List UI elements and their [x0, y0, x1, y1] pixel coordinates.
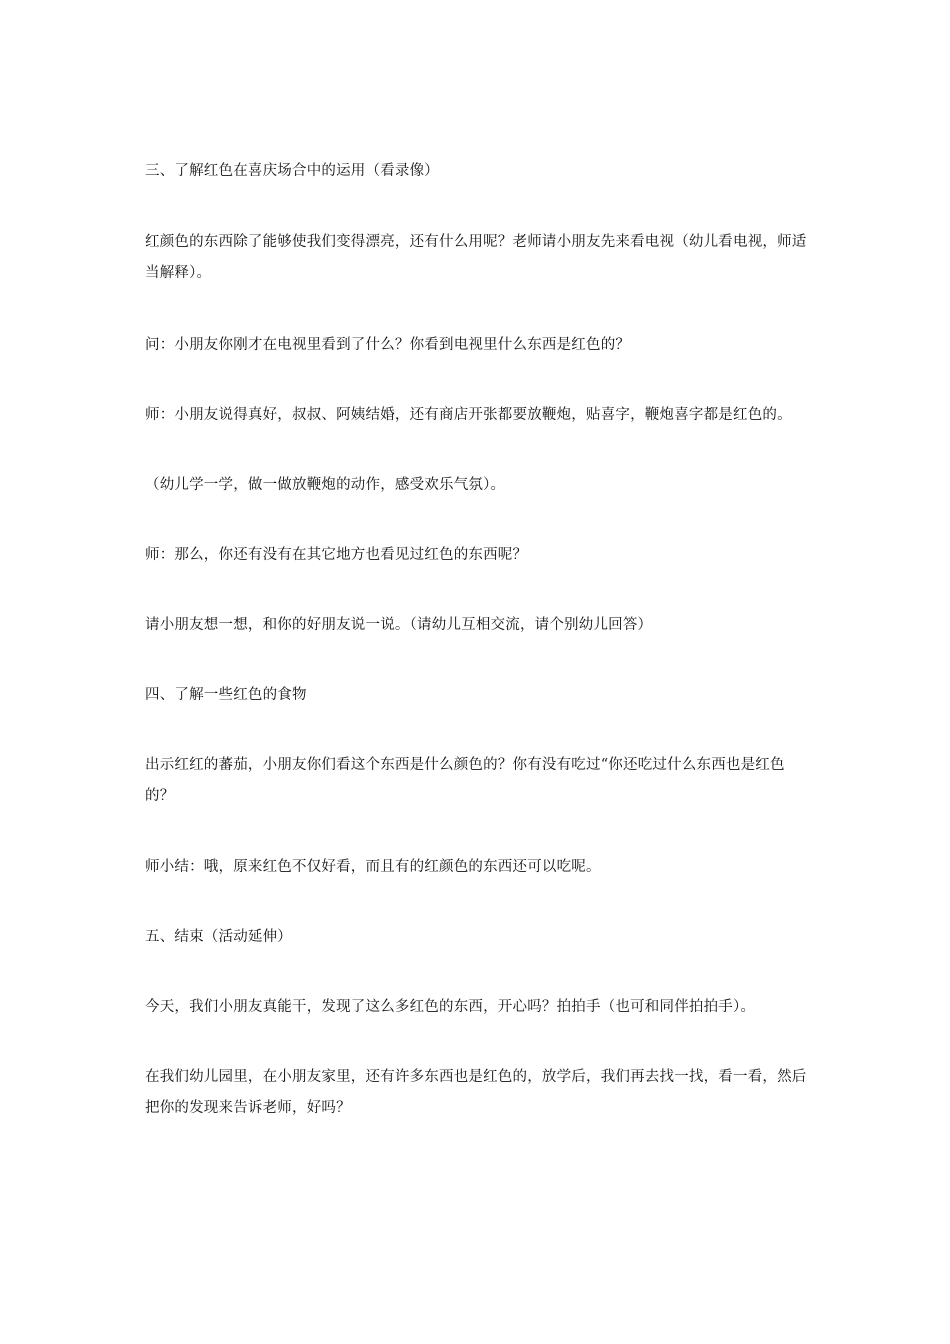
section-heading-5: 五、结束（活动延伸） [145, 929, 292, 945]
paragraph: 问：小朋友你刚才在电视里看到了什么？你看到电视里什么东西是红色的？ [145, 337, 631, 353]
paragraph: 在我们幼儿园里，在小朋友家里，还有许多东西也是红色的，放学后，我们再去找一找，看一看，然后把你的发现来告诉老师，好吗？ [145, 1069, 807, 1116]
section-heading-4: 四、了解一些红色的食物 [145, 687, 307, 703]
paragraph: 师：小朋友说得真好，叔叔、阿姨结婚，还有商店开张都要放鞭炮，贴喜字，鞭炮喜字都是红色的。 [145, 407, 792, 423]
section-heading-3: 三、了解红色在喜庆场合中的运用（看录像） [145, 163, 439, 179]
paragraph: 师小结：哦，原来红色不仅好看，而且有的红颜色的东西还可以吃呢。 [145, 859, 601, 875]
paragraph: 师：那么，你还有没有在其它地方也看见过红色的东西呢？ [145, 547, 528, 563]
paragraph: 请小朋友想一想，和你的好朋友说一说。（请幼儿互相交流，请个别幼儿回答） [145, 617, 653, 633]
paragraph: 红颜色的东西除了能够使我们变得漂亮，还有什么用呢？老师请小朋友先来看电视（幼儿看电视，师适当解释）。 [145, 234, 807, 281]
paragraph: （幼儿学一学，做一做放鞭炮的动作，感受欢乐气氛）。 [145, 477, 506, 493]
paragraph: 今天，我们小朋友真能干，发现了这么多红色的东西，开心吗？拍拍手（也可和同伴拍拍手）。 [145, 999, 756, 1015]
paragraph: 出示红红的蕃茄，小朋友你们看这个东西是什么颜色的？你有没有吃过“你还吃过什么东西也是红色的？ [145, 757, 785, 804]
